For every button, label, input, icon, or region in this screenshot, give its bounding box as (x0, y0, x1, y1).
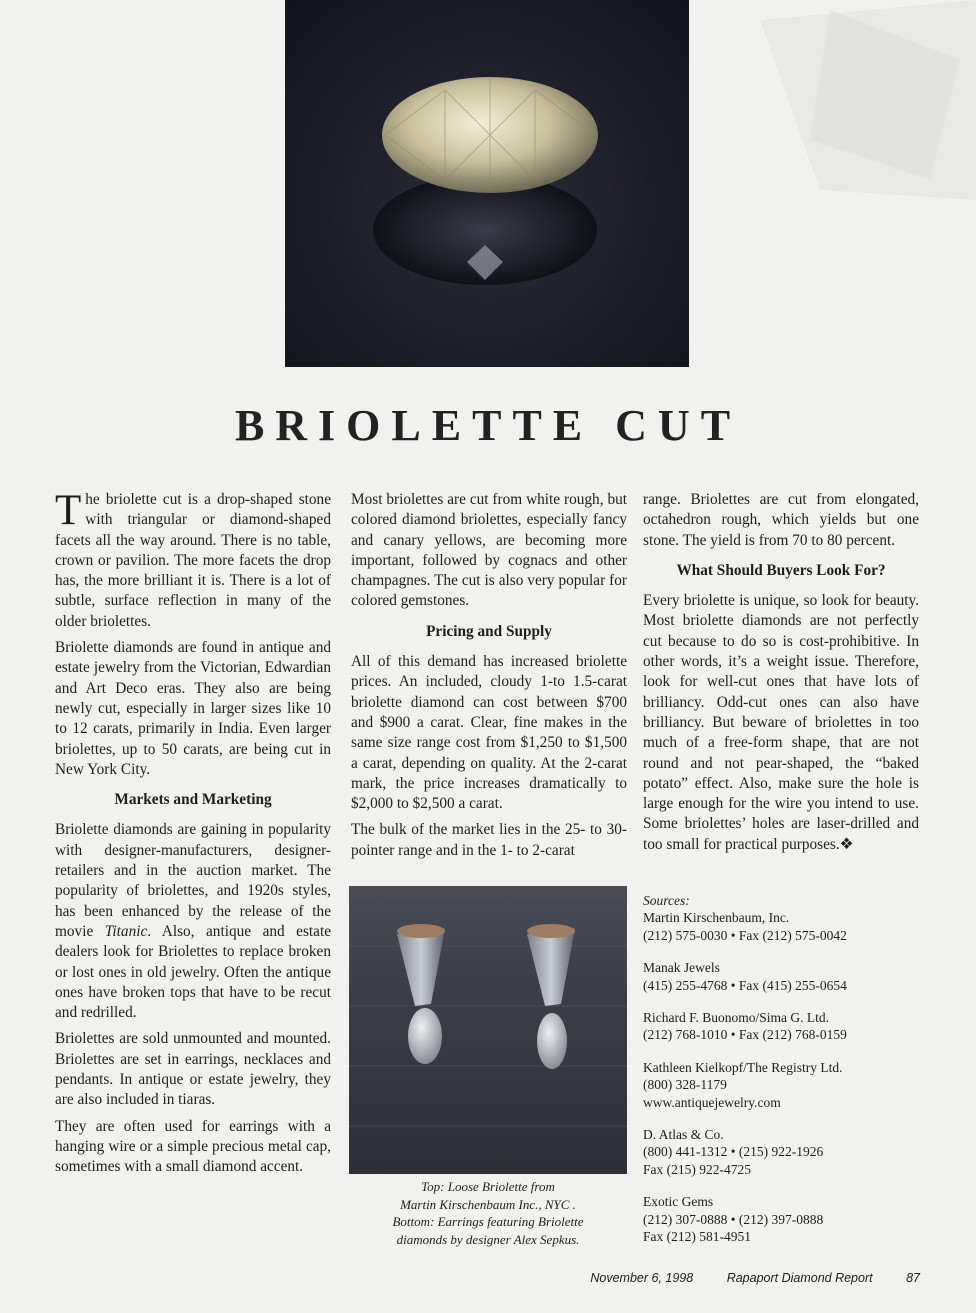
source-entry (643, 959, 919, 994)
background-decoration (700, 0, 976, 240)
page-footer (0, 1271, 920, 1285)
paragraph-text: he briolette cut is a drop-shaped stone with triangular or diamond-shaped facets all the way around. There is no table, crown or pavilion. The more facets the drop has, the more brilliant it is. There is a lot of subtle, surface reflection in many of the older briolettes. (55, 491, 331, 630)
paragraph-text: . Also, antique and estate dealers look for Briolettes to replace broken or lost ones in old jewelry. Often the antique ones have broken tops that have to be recut and redrilled. (55, 922, 331, 1022)
paragraph (55, 487, 331, 632)
paragraph (55, 820, 331, 1023)
briolette-photo (285, 0, 689, 367)
paragraph: All of this demand has increased briolette prices. An included, cloudy 1-to 1.5-carat briolette diamond can cost between $700 and $900 a carat. Clear, fine makes in the same size range cost from $1,250 to $1,500 a carat, depending on quality. At the 2-carat mark, the price increases dramatically to $2,000 to $2,500 a carat. (351, 653, 627, 813)
source-entry (643, 1059, 919, 1111)
drop-cap: T (55, 487, 82, 534)
sources-label: Sources: (643, 893, 690, 908)
source-name: D. Atlas & Co. (643, 1127, 724, 1143)
source-entry (643, 1126, 919, 1178)
paragraph: The bulk of the market lies in the 25- to 30-pointer range and in the 1- to 2-carat (351, 821, 627, 859)
column-3 (643, 490, 919, 861)
caption-line: Bottom: Earrings featuring Briolette (392, 1214, 584, 1229)
source-entry (643, 1009, 919, 1044)
earrings-photo (349, 886, 627, 1174)
caption-line: Martin Kirschenbaum Inc., NYC . (400, 1196, 576, 1212)
source-name: Manak Jewels (643, 960, 720, 976)
source-phone: (212) 575-0030 • Fax (212) 575-0042 (643, 927, 847, 943)
photo-caption (349, 1178, 627, 1248)
article-title: BRIOLETTE CUT (234, 401, 742, 450)
source-entry (643, 1193, 919, 1245)
source-phone: (800) 328-1179 (643, 1077, 727, 1093)
source-fax: Fax (215) 922-4725 (643, 1161, 751, 1177)
paragraph-text: Briolette diamonds are gaining in popularity with designer-manufacturers, designer-retailers and in the auction market. The popularity of briolettes, and 1920s styles, has been enhanced by the release of the movie (55, 821, 331, 940)
section-heading: What Should Buyers Look For? (676, 561, 886, 579)
source-fax: Fax (212) 581-4951 (643, 1229, 751, 1245)
source-name: Richard F. Buonomo/Sima G. Ltd. (643, 1010, 830, 1026)
column-2 (351, 490, 627, 867)
section-heading: Pricing and Supply (426, 622, 552, 640)
paragraph: They are often used for earrings with a hanging wire or a simple precious metal cap, sometimes with a small diamond accent. (55, 1117, 331, 1176)
paragraph: range. Briolettes are cut from elongated, octahedron rough, which yields but one stone. The yield is from 70 to 80 percent. (643, 491, 919, 549)
source-phone: (212) 307-0888 • (212) 397-0888 (643, 1211, 824, 1227)
paragraph: Briolettes are sold unmounted and mounted. Briolettes are set in earrings, necklaces and pendants. In antique or estate jewelry, they are also included in tiaras. (55, 1030, 331, 1109)
source-phone: (415) 255-4768 • Fax (415) 255-0654 (643, 977, 847, 993)
issue-date: November 6, 1998 (590, 1271, 694, 1285)
paragraph: Briolette diamonds are found in antique and estate jewelry from the Victorian, Edwardian and Art Deco eras. They also are being newly cut, especially in larger sizes like 10 to 12 carats, primarily in India. Even larger briolettes, up to 50 carats, are being cut in New York City. (55, 639, 331, 778)
sources-list (643, 892, 919, 1261)
source-website: www.antiquejewelry.com (643, 1094, 781, 1110)
caption-line: Top: Loose Briolette from (421, 1179, 555, 1194)
section-heading: Markets and Marketing (114, 791, 272, 809)
source-name: Martin Kirschenbaum, Inc. (643, 910, 790, 926)
publication-name: Rapaport Diamond Report (726, 1271, 873, 1285)
page-number: 87 (906, 1271, 920, 1285)
movie-title: Titanic (104, 922, 148, 940)
source-entry (643, 909, 919, 944)
caption-line: diamonds by designer Alex Sepkus. (396, 1231, 580, 1247)
column-1 (55, 487, 331, 1184)
source-phone: (800) 441-1312 • (215) 922-1926 (643, 1144, 824, 1160)
source-name: Exotic Gems (643, 1194, 714, 1210)
paragraph: Most briolettes are cut from white rough, but colored diamond briolettes, especially fancy and canary yellows, are becoming more important, followed by cognacs and other champagnes. The cut is also very popular for colored gemstones. (351, 491, 627, 610)
source-phone: (212) 768-1010 • Fax (212) 768-0159 (643, 1027, 847, 1043)
paragraph: Every briolette is unique, so look for beauty. Most briolette diamonds are not perfectly cut because to do so is cost-prohibitive. In other words, it’s a weight issue. Therefore, look for well-cut ones that have lots of brilliancy. Odd-cut ones can also have brilliancy. But beware of briolettes in too much of a free-form shape, that are not round and not pear-shaped, the “baked potato” effect. Also, make sure the hole is large enough for the wire you intend to use. Some briolettes’ holes are laser-drilled and too small for practical purposes.❖ (643, 592, 919, 853)
source-name: Kathleen Kielkopf/The Registry Ltd. (643, 1059, 843, 1075)
